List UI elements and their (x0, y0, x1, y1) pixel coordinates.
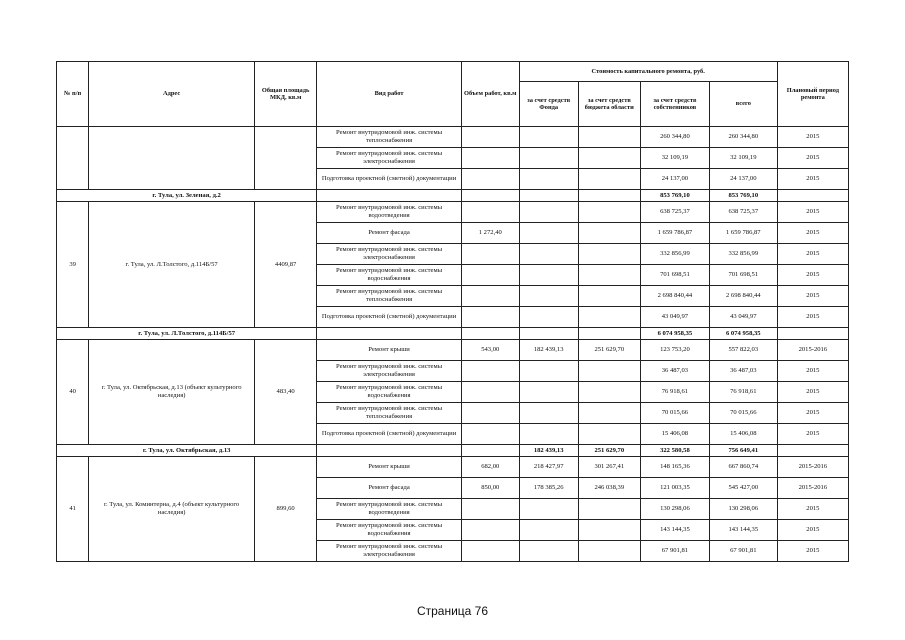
owners-total-cell: 853 769,10 (640, 190, 709, 202)
work-type-cell: Подготовка проектной (сметной) документации (317, 424, 462, 445)
total-cell: 557 822,03 (709, 340, 777, 361)
period-cell: 2015 (777, 127, 848, 148)
work-type-cell: Ремонт внутридомовой инж. системы теплоснабжения (317, 403, 462, 424)
fund-cell (519, 127, 578, 148)
fund-cell (519, 169, 578, 190)
period-cell: 2015 (777, 361, 848, 382)
address-cell: г. Тула, ул. Коминтерна, д.4 (объект культурного наследия) (89, 457, 255, 562)
region-cell: 301 267,41 (578, 457, 640, 478)
area-cell: 899,60 (254, 457, 316, 562)
header-fund: за счет средств Фонда (519, 82, 578, 127)
header-work: Вид работ (317, 62, 462, 127)
period-cell: 2015 (777, 202, 848, 223)
region-cell (578, 520, 640, 541)
owners-cell: 24 137,00 (640, 169, 709, 190)
region-cell (578, 307, 640, 328)
total-cell: 545 427,00 (709, 478, 777, 499)
volume-cell (461, 286, 519, 307)
fund-cell (519, 424, 578, 445)
work-type-cell: Ремонт внутридомовой инж. системы электроснабжения (317, 541, 462, 562)
total-cell: 24 137,00 (709, 169, 777, 190)
row-number-cell: 39 (57, 202, 89, 328)
header-total: всего (709, 82, 777, 127)
volume-cell (461, 307, 519, 328)
blank-cell (777, 445, 848, 457)
blank-cell (777, 328, 848, 340)
header-region: за счет средств бюджета области (578, 82, 640, 127)
region-cell (578, 169, 640, 190)
table-row (57, 457, 849, 478)
total-cell: 260 344,80 (709, 127, 777, 148)
period-cell: 2015 (777, 223, 848, 244)
header-address: Адрес (89, 62, 255, 127)
total-cell: 70 015,66 (709, 403, 777, 424)
period-cell: 2015 (777, 541, 848, 562)
volume-cell (461, 361, 519, 382)
total-cell: 76 918,61 (709, 382, 777, 403)
owners-total-cell: 6 074 958,35 (640, 328, 709, 340)
owners-cell: 1 659 786,87 (640, 223, 709, 244)
work-type-cell: Ремонт внутридомовой инж. системы электроснабжения (317, 148, 462, 169)
owners-cell: 260 344,80 (640, 127, 709, 148)
owners-cell: 148 165,36 (640, 457, 709, 478)
fund-cell (519, 520, 578, 541)
area-cell (254, 127, 316, 190)
fund-cell (519, 286, 578, 307)
address-cell: г. Тула, ул. Л.Толстого, д.114Б/57 (89, 202, 255, 328)
fund-cell (519, 361, 578, 382)
work-type-cell: Ремонт внутридомовой инж. системы водоотведения (317, 202, 462, 223)
region-cell (578, 382, 640, 403)
volume-cell (461, 520, 519, 541)
volume-cell (461, 382, 519, 403)
owners-cell: 2 698 840,44 (640, 286, 709, 307)
work-type-cell: Ремонт внутридомовой инж. системы электроснабжения (317, 244, 462, 265)
fund-cell (519, 265, 578, 286)
fund-cell (519, 382, 578, 403)
owners-total-cell: 322 580,58 (640, 445, 709, 457)
owners-cell: 67 901,81 (640, 541, 709, 562)
region-total-cell: 251 629,70 (578, 445, 640, 457)
owners-cell: 76 918,61 (640, 382, 709, 403)
region-total-cell (578, 190, 640, 202)
region-cell (578, 127, 640, 148)
header-volume: Объем работ, кв.м (461, 62, 519, 127)
table-row (57, 340, 849, 361)
work-type-cell: Ремонт внутридомовой инж. системы теплоснабжения (317, 286, 462, 307)
work-type-cell: Ремонт внутридомовой инж. системы теплоснабжения (317, 127, 462, 148)
area-cell: 4409,87 (254, 202, 316, 328)
owners-cell: 70 015,66 (640, 403, 709, 424)
header-num: № п/п (57, 62, 89, 127)
volume-cell (461, 424, 519, 445)
total-cell: 15 406,08 (709, 424, 777, 445)
work-type-cell: Ремонт внутридомовой инж. системы водоснабжения (317, 265, 462, 286)
total-cell: 701 698,51 (709, 265, 777, 286)
blank-cell (461, 190, 519, 202)
blank-cell (317, 445, 462, 457)
fund-total-cell: 182 439,13 (519, 445, 578, 457)
region-cell (578, 541, 640, 562)
region-cell (578, 403, 640, 424)
area-cell: 483,40 (254, 340, 316, 445)
region-cell (578, 244, 640, 265)
address-total-row (57, 328, 849, 340)
work-type-cell: Подготовка проектной (сметной) документации (317, 307, 462, 328)
region-cell (578, 148, 640, 169)
period-cell: 2015 (777, 520, 848, 541)
owners-cell: 43 049,97 (640, 307, 709, 328)
volume-cell (461, 265, 519, 286)
region-cell (578, 223, 640, 244)
work-type-cell: Ремонт внутридомовой инж. системы водоснабжения (317, 520, 462, 541)
volume-cell (461, 148, 519, 169)
owners-cell: 332 856,99 (640, 244, 709, 265)
address-total-row (57, 190, 849, 202)
owners-cell: 143 144,35 (640, 520, 709, 541)
owners-cell: 130 298,06 (640, 499, 709, 520)
volume-cell (461, 541, 519, 562)
volume-cell (461, 127, 519, 148)
region-cell: 246 038,39 (578, 478, 640, 499)
region-cell (578, 202, 640, 223)
grand-total-cell: 853 769,10 (709, 190, 777, 202)
volume-cell (461, 169, 519, 190)
total-cell: 332 856,99 (709, 244, 777, 265)
address-total-label: г. Тула, ул. Л.Толстого, д.114Б/57 (57, 328, 317, 340)
period-cell: 2015 (777, 286, 848, 307)
fund-cell (519, 499, 578, 520)
region-cell (578, 265, 640, 286)
total-cell: 1 659 786,87 (709, 223, 777, 244)
volume-cell (461, 244, 519, 265)
row-number-cell: 41 (57, 457, 89, 562)
total-cell: 32 109,19 (709, 148, 777, 169)
work-type-cell: Ремонт внутридомовой инж. системы водоотведения (317, 499, 462, 520)
period-cell: 2015 (777, 148, 848, 169)
blank-cell (317, 190, 462, 202)
region-cell (578, 424, 640, 445)
address-total-label: г. Тула, ул. Октябрьская, д.13 (57, 445, 317, 457)
volume-cell (461, 403, 519, 424)
work-type-cell: Ремонт крыши (317, 340, 462, 361)
volume-cell: 682,00 (461, 457, 519, 478)
period-cell: 2015 (777, 244, 848, 265)
period-cell: 2015 (777, 169, 848, 190)
repair-table (56, 61, 849, 562)
total-cell: 36 487,03 (709, 361, 777, 382)
owners-cell: 36 487,03 (640, 361, 709, 382)
total-cell: 667 860,74 (709, 457, 777, 478)
fund-total-cell (519, 190, 578, 202)
volume-cell (461, 499, 519, 520)
owners-cell: 123 753,20 (640, 340, 709, 361)
region-cell: 251 629,70 (578, 340, 640, 361)
period-cell: 2015 (777, 499, 848, 520)
fund-cell (519, 223, 578, 244)
blank-cell (777, 190, 848, 202)
header-period: Плановый период ремонта (777, 62, 848, 127)
volume-cell: 1 272,40 (461, 223, 519, 244)
fund-cell (519, 307, 578, 328)
total-cell: 638 725,37 (709, 202, 777, 223)
period-cell: 2015-2016 (777, 478, 848, 499)
total-cell: 143 144,35 (709, 520, 777, 541)
header-area: Общая площадь МКД, кв.м (254, 62, 316, 127)
row-number-cell: 40 (57, 340, 89, 445)
total-cell: 2 698 840,44 (709, 286, 777, 307)
fund-cell (519, 541, 578, 562)
total-cell: 43 049,97 (709, 307, 777, 328)
period-cell: 2015 (777, 265, 848, 286)
region-cell (578, 286, 640, 307)
blank-cell (317, 328, 462, 340)
region-cell (578, 499, 640, 520)
table-body (57, 127, 849, 562)
work-type-cell: Ремонт внутридомовой инж. системы водоснабжения (317, 382, 462, 403)
fund-cell: 182 439,13 (519, 340, 578, 361)
table-row (57, 202, 849, 223)
total-cell: 67 901,81 (709, 541, 777, 562)
address-cell (89, 127, 255, 190)
fund-cell (519, 202, 578, 223)
period-cell: 2015 (777, 307, 848, 328)
owners-cell: 638 725,37 (640, 202, 709, 223)
header-owners: за счет средств собственников (640, 82, 709, 127)
address-total-row (57, 445, 849, 457)
work-type-cell: Ремонт фасада (317, 223, 462, 244)
volume-cell: 850,00 (461, 478, 519, 499)
owners-cell: 32 109,19 (640, 148, 709, 169)
fund-cell (519, 403, 578, 424)
region-total-cell (578, 328, 640, 340)
grand-total-cell: 756 649,41 (709, 445, 777, 457)
blank-cell (461, 445, 519, 457)
total-cell: 130 298,06 (709, 499, 777, 520)
blank-cell (461, 328, 519, 340)
fund-cell (519, 148, 578, 169)
fund-total-cell (519, 328, 578, 340)
address-total-label: г. Тула, ул. Зеленая, д.2 (57, 190, 317, 202)
owners-cell: 15 406,08 (640, 424, 709, 445)
region-cell (578, 361, 640, 382)
address-cell: г. Тула, ул. Октябрьская, д.13 (объект культурного наследия) (89, 340, 255, 445)
fund-cell: 178 385,26 (519, 478, 578, 499)
grand-total-cell: 6 074 958,35 (709, 328, 777, 340)
owners-cell: 121 003,35 (640, 478, 709, 499)
num-cell (57, 127, 89, 190)
fund-cell: 218 427,97 (519, 457, 578, 478)
volume-cell (461, 202, 519, 223)
page-number: Страница 76 (416, 604, 489, 618)
table-row (57, 127, 849, 148)
header-cost-group: Стоимость капитального ремонта, руб. (519, 62, 777, 82)
owners-cell: 701 698,51 (640, 265, 709, 286)
work-type-cell: Ремонт крыши (317, 457, 462, 478)
period-cell: 2015 (777, 424, 848, 445)
period-cell: 2015 (777, 403, 848, 424)
work-type-cell: Ремонт фасада (317, 478, 462, 499)
period-cell: 2015-2016 (777, 340, 848, 361)
period-cell: 2015-2016 (777, 457, 848, 478)
fund-cell (519, 244, 578, 265)
work-type-cell: Подготовка проектной (сметной) документации (317, 169, 462, 190)
work-type-cell: Ремонт внутридомовой инж. системы электроснабжения (317, 361, 462, 382)
period-cell: 2015 (777, 382, 848, 403)
volume-cell: 543,00 (461, 340, 519, 361)
